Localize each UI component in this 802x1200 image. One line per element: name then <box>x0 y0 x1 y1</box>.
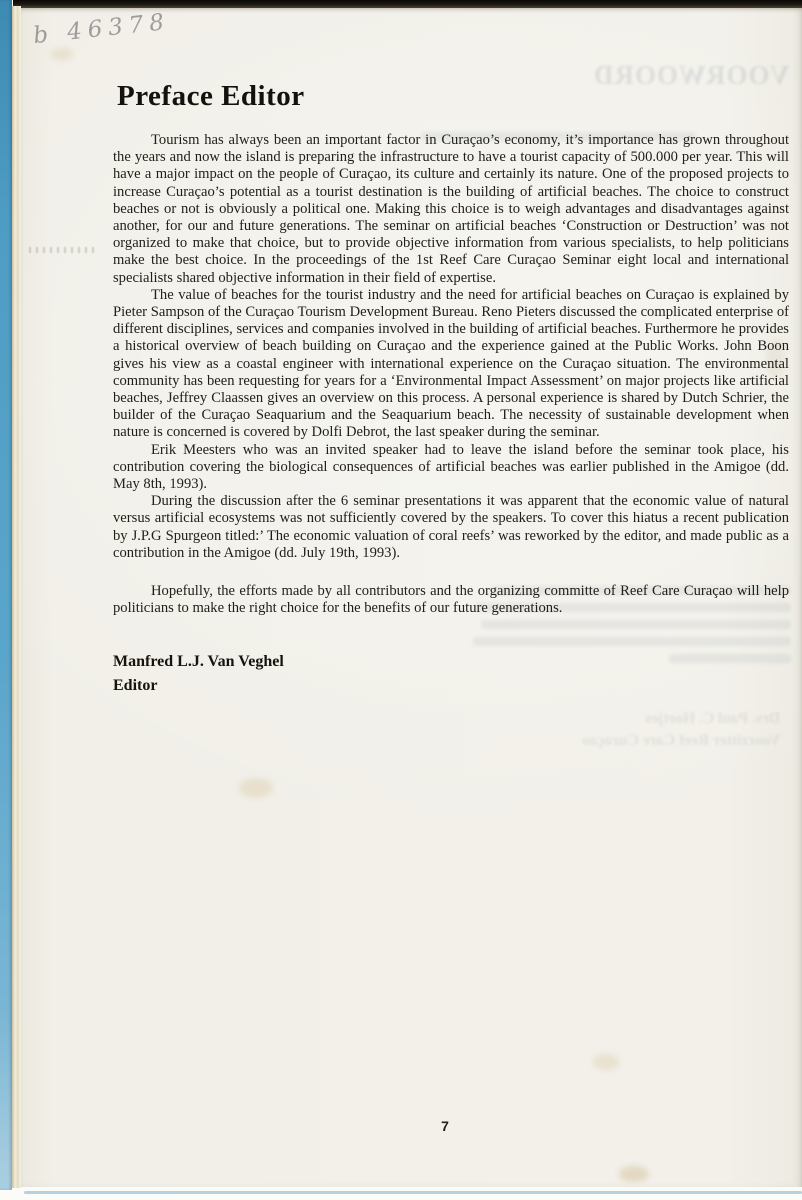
bleedthrough-signature <box>582 708 780 752</box>
paragraph-3: Erik Meesters who was an invited speaker had to leave the island before the seminar took place, his contribution covering the biological consequences of artificial beaches was earlier published in the Amigoe (dd. May 8th, 1993). <box>113 441 789 493</box>
bleedthrough-text-ghost <box>669 654 791 663</box>
paper-stain <box>51 48 73 60</box>
paragraph-5: Hopefully, the efforts made by all contributors and the organizing committe of Reef Care Curaçao will help politicians to make the right choice for the benefits of our future generations. <box>113 583 789 617</box>
paragraph-4: During the discussion after the 6 seminar presentations it was apparent that the economic value of natural versus artificial ecosystems was not sufficiently covered by the speakers. To cover this hiatus a recent publication by J.P.G Spurgeon titled:’ The economic valuation of coral reefs’ was reworked by the editor, and made public as a contribution in the Amigoe (dd. July 19th, 1993). <box>113 493 789 561</box>
document-page <box>21 8 802 1187</box>
page-number: 7 <box>441 1118 449 1134</box>
page-title: Preface Editor <box>117 80 305 112</box>
paragraph-1: Tourism has always been an important factor in Curaçao’s economy, it’s importance has grown throughout the years and now the island is preparing the infrastructure to have a tourist capacity of 500.000 per year. This will have a major impact on the people of Curaçao, its culture and certainly its nature. One of the proposed projects to increase Curaçao’s potential as a tourist destination is the building of artificial beaches. The choice to construct beaches or not is obviously a political one. Making this choice is to weigh advantages and disadvantages against another, for our and future generations. The seminar on artificial beaches ‘Construction or Destruction’ was not organized to make that choice, but to provide objective information from various specialists, to help politicians make the best choice. In the proceedings of the 1st Reef Care Curaçao Seminar eight local and international specialists shared objective information in their field of expertise. <box>113 132 789 286</box>
bleedthrough-voorwoord-heading: VOORWOORD <box>593 60 790 90</box>
page-stack-edge <box>12 6 21 1188</box>
bleedthrough-signature-name: Drs. Paul C. Hoetjes <box>645 710 780 727</box>
signature-block <box>113 650 284 698</box>
paragraph-2: The value of beaches for the tourist industry and the need for artificial beaches on Curaçao is explained by Pieter Sampson of the Curaçao Tourism Development Bureau. Reno Pieters discussed the complicated enterprise of different disciplines, services and companies involved in the building of artificial beaches. Furthermore he provides a historical overview of beach building on Curaçao and the experience gained at the Public Works. John Boon gives his view as a coastal engineer with international experience on the Curaçao situation. The environmental community has been requesting for years for a ‘Environmental Impact Assessment’ on major projects like artificial beaches, Jeffrey Claassen gives an overview on this process. A personal experience is shared by Dutch Schrier, the builder of the Curaçao Seaquarium and the Seaquarium beach. The necessity of sustainable development when nature is concerned is covered by Dolfi Debrot, the last speaker during the seminar. <box>113 286 789 441</box>
bleedthrough-text-ghost <box>481 620 791 629</box>
body-text <box>113 132 789 617</box>
signature-role: Editor <box>113 677 158 694</box>
paper-stain <box>593 1054 619 1070</box>
scan-edge-bottom-line <box>24 1191 802 1194</box>
signature-name: Manfred L.J. Van Veghel <box>113 653 284 670</box>
bleedthrough-text-ghost <box>473 637 791 646</box>
book-cover-edge-left <box>0 0 12 1190</box>
pencil-margin-mark <box>29 247 99 253</box>
catalog-number-handwritten: b 46378 <box>32 8 172 50</box>
paper-stain <box>619 1166 649 1182</box>
paper-stain <box>239 778 273 798</box>
bleedthrough-signature-role: Voorzitter Reef Care Curaçao <box>581 732 780 749</box>
scan-shadow-edge-top <box>13 0 802 8</box>
